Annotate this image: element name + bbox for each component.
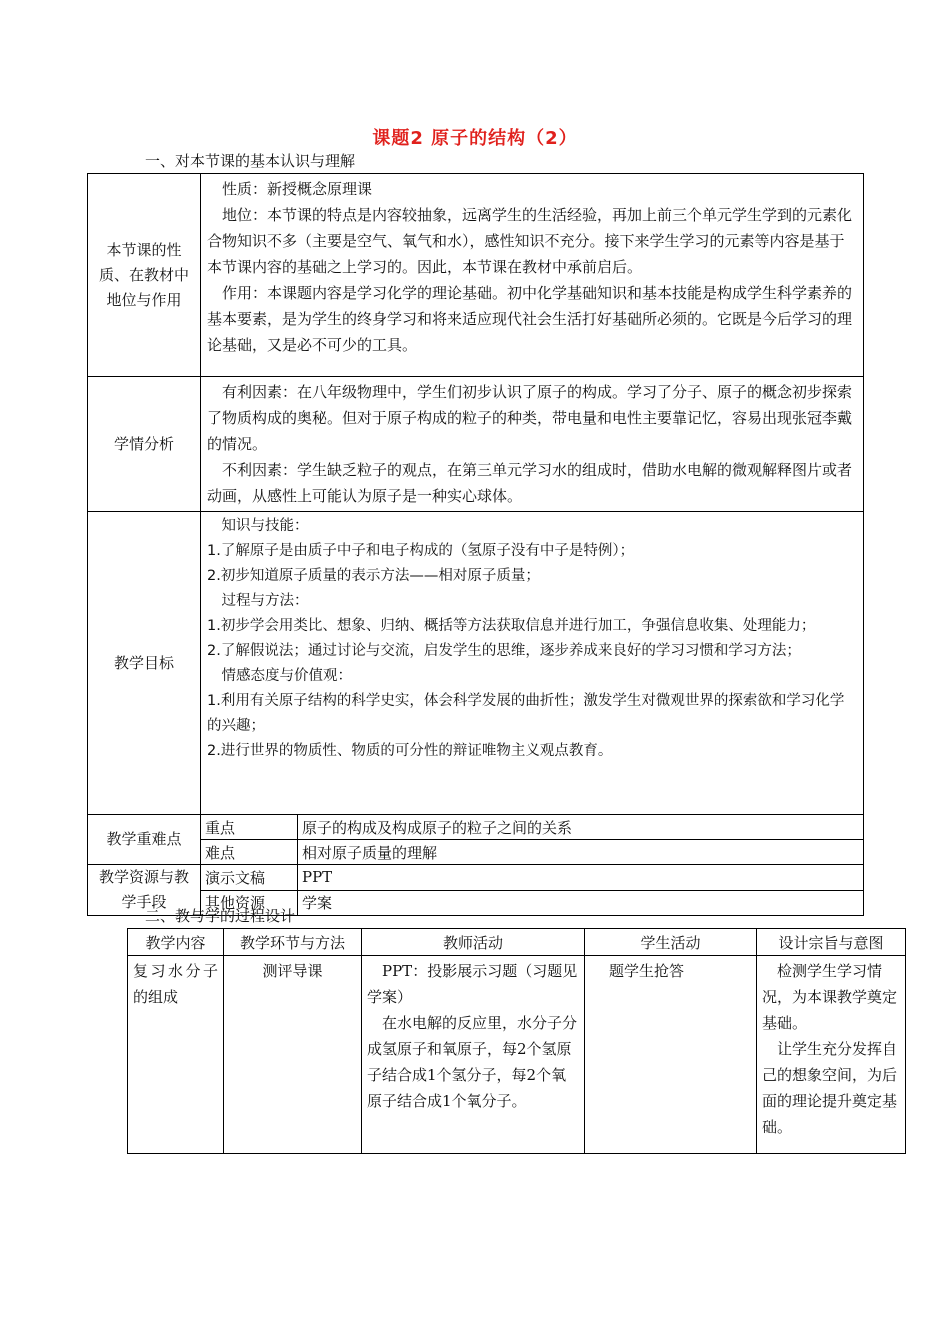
difficult-text: 相对原子质量的理解 [298, 840, 864, 865]
section-heading-1: 一、对本节课的基本认识与理解 [145, 152, 356, 170]
table-row [88, 377, 864, 512]
nature-label: 本节课的性质、在教材中地位与作用 [88, 174, 201, 377]
purpose-cell [757, 956, 906, 1154]
other-label: 其他资源 [201, 890, 298, 916]
difficult-label: 难点 [201, 840, 298, 865]
column-header: 教师活动 [362, 929, 585, 956]
teacher-cell [362, 956, 585, 1154]
table-row [128, 956, 906, 1154]
method-cell: 测评导课 [224, 956, 362, 1154]
table-row [88, 865, 864, 891]
analysis-cell [201, 377, 864, 512]
student-cell: 题学生抢答 [585, 956, 757, 1154]
column-header: 学生活动 [585, 929, 757, 956]
goal-item: 2.进行世界的物质性、物质的可分性的辩证唯物主义观点教育。 [207, 743, 613, 759]
process-table [127, 928, 906, 1154]
goal-item: 1.了解原子是由质子中子和电子构成的（氢原子没有中子是特例）； [207, 543, 635, 559]
goal-item: 2.了解假说法；通过讨论与交流，启发学生的思维，逐步养成来良好的学习习惯和学习方法； [207, 643, 801, 659]
goal-item: 1.初步学会用类比、想象、归纳、概括等方法获取信息并进行加工，争强信息收集、处理能力； [207, 618, 816, 634]
goal-heading: 知识与技能： [221, 518, 309, 534]
header-row [128, 929, 906, 956]
goals-label: 教学目标 [88, 512, 201, 815]
keypoints-label: 教学重难点 [88, 815, 201, 865]
goal-heading: 情感态度与价值观： [221, 668, 352, 684]
column-header: 教学内容 [128, 929, 224, 956]
key-label: 重点 [201, 815, 298, 840]
analysis-label: 学情分析 [88, 377, 201, 512]
goal-item: 1.利用有关原子结构的科学史实，体会科学发展的曲折性；激发学生对微观世界的探索欲和学习化学的兴趣； [207, 693, 845, 734]
table-row [88, 512, 864, 815]
goal-item: 2.初步知道原子质量的表示方法——相对原子质量； [207, 568, 540, 584]
table-row [88, 815, 864, 840]
goals-cell [201, 512, 864, 815]
table-row [88, 840, 864, 865]
position-text: 地位：本节课的特点是内容较抽象，远离学生的生活经验，再加上前三个单元学生学到的元素化合物知识不多（主要是空气、氧气和水），感性知识不充分。接下来学生学习的元素等内容是基于本节课内容的基础之上学习的。因此，本节课在教材中承前启后。 [207, 206, 853, 276]
role-text: 作用：本课题内容是学习化学的理论基础。初中化学基础知识和基本技能是构成学生科学素养的基本要素，是为学生的终身学习和将来适应现代社会生活打好基础所必须的。它既是今后学习的理论基础，又是必不可少的工具。 [207, 284, 853, 354]
other-text: 学案 [298, 890, 864, 916]
purpose-text: 检测学生学习情况，为本课教学奠定基础。 [762, 962, 898, 1032]
favorable-text: 有利因素：在八年级物理中，学生们初步认识了原子的构成。学习了分子、原子的概念初步探索了物质构成的奥秘。但对于原子构成的粒子的种类，带电量和电性主要靠记忆，容易出现张冠李戴的情况。 [207, 383, 853, 453]
key-text: 原子的构成及构成原子的粒子之间的关系 [298, 815, 864, 840]
table-row [88, 174, 864, 377]
nature-text: 性质：新授概念原理课 [222, 180, 373, 198]
column-header: 设计宗旨与意图 [757, 929, 906, 956]
purpose-text: 让学生充分发挥自己的想象空间，为后面的理论提升奠定基础。 [762, 1040, 898, 1136]
overview-table [87, 173, 864, 916]
goal-heading: 过程与方法： [221, 593, 309, 609]
nature-cell [201, 174, 864, 377]
demo-label: 演示文稿 [201, 865, 298, 891]
content-cell: 复习水分子的组成 [128, 956, 224, 1154]
section-heading-2: 二、教与学的过程设计 [145, 907, 296, 925]
teacher-text: 在水电解的反应里，水分子分成氢原子和氧原子，每2个氢原子结合成1个氢分子，每2个氧原子结合成1个氧分子。 [367, 1014, 578, 1110]
unfavorable-text: 不利因素：学生缺乏粒子的观点，在第三单元学习水的组成时，借助水电解的微观解释图片或者动画，从感性上可能认为原子是一种实心球体。 [207, 461, 853, 505]
column-header: 教学环节与方法 [224, 929, 362, 956]
resources-label: 教学资源与教学手段 [88, 865, 201, 916]
teacher-text: PPT：投影展示习题（习题见学案） [367, 962, 578, 1006]
page-title: 课题2 原子的结构（2） [372, 128, 578, 149]
demo-text: PPT [298, 865, 864, 891]
